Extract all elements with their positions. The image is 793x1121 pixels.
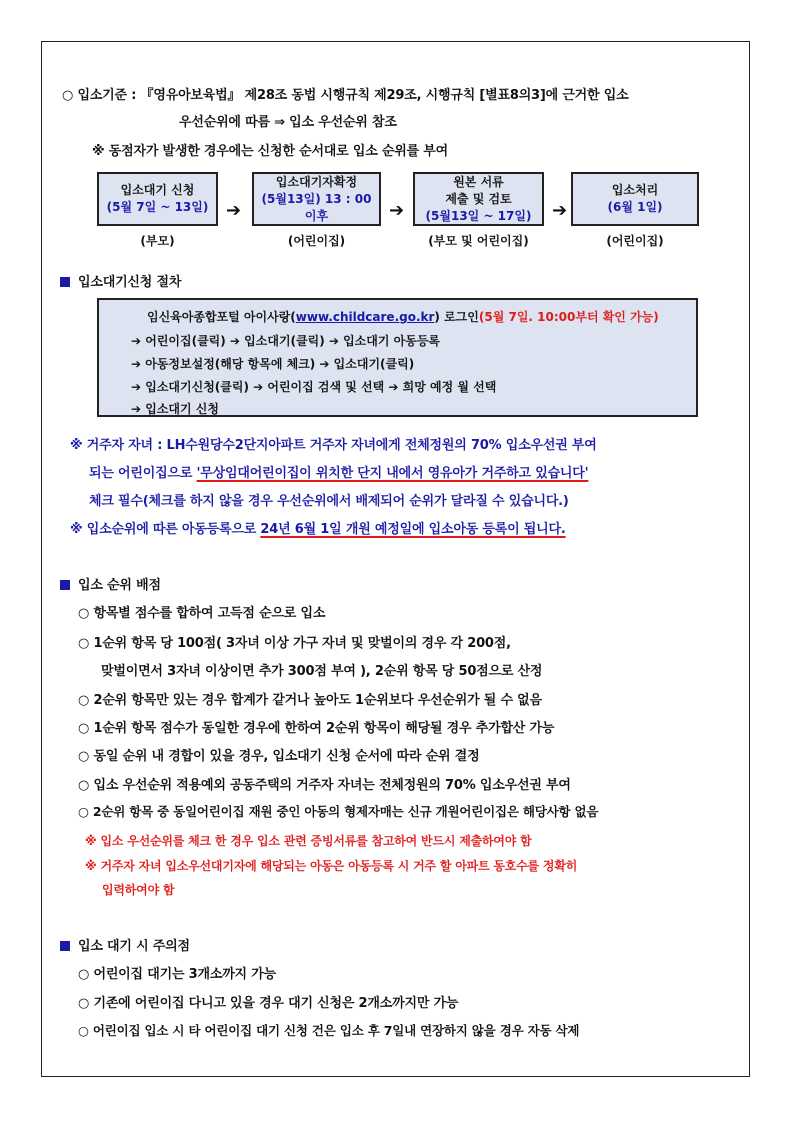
flow-step-date: (6월 1일) [607, 200, 663, 214]
criteria-line-1: ○ 입소기준 : 『영유아보육법』 제28조 동법 시행규칙 제29조, 시행규칙 [별표8의3]에 근거한 입소 [62, 88, 629, 103]
registration-note-date: 24년 6월 1일 개원 예정일에 입소아동 등록이 됩니다. [260, 522, 566, 537]
flow-step-documents [413, 172, 544, 226]
procedure-step: ➔ 입소대기 신청 [131, 402, 219, 416]
caution-item: ○ 기존에 어린이집 다니고 있을 경우 대기 신청은 2개소까지만 가능 [78, 996, 459, 1011]
heading-text: 입소 순위 배점 [78, 578, 161, 593]
flow-step-date: (5월13일 ~ 17일) [425, 208, 532, 223]
resident-note-line-3: 체크 필수(체크를 하지 않을 경우 우선순위에서 배제되어 순위가 달라질 수 있습니다.) [89, 494, 569, 509]
scoring-item: ○ 2순위 항목 중 동일어린이집 재원 중인 아동의 형제자매는 신규 개원어린이집은 해당사항 없음 [78, 804, 599, 819]
flow-step-apply [97, 172, 218, 226]
scoring-item: ○ 입소 우선순위 적용예외 공동주택의 거주자 자녀는 전체정원의 70% 입소우선권 부여 [78, 778, 571, 793]
resident-note-checkbox-text: '무상임대어린이집이 위치한 단지 내에서 영유아가 거주하고 있습니다' [196, 466, 589, 481]
flow-actor-label: (부모) [140, 234, 175, 248]
scoring-item-continued: 맞벌이면서 3자녀 이상이면 추가 300점 부여 ), 2순위 항목 당 50점으로 산정 [101, 664, 543, 679]
bullet-square-icon [60, 580, 70, 590]
heading-text: 입소대기신청 절차 [78, 275, 182, 290]
flow-step-title-2: 제출 및 검토 [445, 191, 512, 206]
flow-step-date: (5월13일) 13 : 00 이후 [261, 191, 372, 223]
procedure-step: ➔ 아동정보설정(해당 항목에 체크) ➔ 입소대기(클릭) [131, 357, 415, 371]
flow-actor-label: (어린이집) [606, 234, 664, 248]
procedure-step: ➔ 입소대기신청(클릭) ➔ 어린이집 검색 및 선택 ➔ 희망 예정 월 선택 [131, 380, 497, 394]
flow-step-title: 입소대기 신청 [120, 183, 195, 197]
scoring-item: ○ 1순위 항목 당 100점( 3자녀 이상 가구 자녀 및 맞벌이의 경우 각 200점, [78, 636, 511, 651]
flow-step-process [571, 172, 699, 226]
flow-actor-label: (부모 및 어린이집) [428, 234, 529, 248]
portal-prefix: 임신육아종합포털 아이사랑( [147, 310, 296, 324]
flow-step-confirm [252, 172, 381, 226]
portal-note: (5월 7일. 10:00부터 확인 가능) [478, 310, 659, 324]
resident-note-line-1: ※ 거주자 자녀 : LH수원당수2단지아파트 거주자 자녀에게 전체정원의 70% 입소우선권 부여 [70, 438, 597, 453]
arrow-right-icon: ➔ [552, 200, 568, 221]
portal-link[interactable]: www.childcare.go.kr [295, 310, 435, 324]
flow-step-title: 입소처리 [611, 183, 659, 197]
bullet-square-icon [60, 941, 70, 951]
flow-actor-label: (어린이집) [287, 234, 346, 248]
heading-text: 입소 대기 시 주의점 [78, 939, 190, 954]
section-heading-caution [60, 935, 190, 954]
portal-line [147, 308, 659, 325]
registration-note-prefix: ※ 입소순위에 따른 아동등록으로 [70, 522, 261, 537]
bullet-square-icon [60, 277, 70, 287]
procedure-box [97, 298, 698, 417]
flow-step-title: 입소대기자확정 [275, 174, 358, 189]
resident-note-line-2 [89, 462, 588, 481]
procedure-step: ➔ 어린이집(클릭) ➔ 입소대기(클릭) ➔ 입소대기 아동등록 [131, 334, 441, 348]
red-note: ※ 입소 우선순위를 체크 한 경우 입소 관련 증빙서류를 참고하여 반드시 제출하여야 함 [85, 834, 532, 848]
arrow-right-icon: ➔ [389, 200, 405, 221]
scoring-item: ○ 1순위 항목 점수가 동일한 경우에 한하여 2순위 항목이 해당될 경우 추가합산 가능 [78, 721, 555, 736]
portal-suffix: ) 로그인 [434, 310, 479, 324]
caution-item: ○ 어린이집 대기는 3개소까지 가능 [78, 967, 276, 982]
arrow-right-icon: ➔ [226, 200, 242, 221]
resident-note-prefix: 되는 어린이집으로 [89, 466, 197, 481]
registration-note [70, 518, 566, 537]
red-note-continued: 입력하여야 함 [102, 883, 175, 897]
scoring-item: ○ 2순위 항목만 있는 경우 합계가 같거나 높아도 1순위보다 우선순위가 될 수 없음 [78, 693, 542, 708]
flow-step-title: 원본 서류 [453, 174, 504, 189]
scoring-item: ○ 동일 순위 내 경합이 있을 경우, 입소대기 신청 순서에 따라 순위 결정 [78, 749, 480, 764]
section-heading-procedure [60, 271, 181, 290]
scoring-item: ○ 항목별 점수를 합하여 고득점 순으로 입소 [78, 606, 326, 621]
red-note: ※ 거주자 자녀 입소우선대기자에 해당되는 아동은 아동등록 시 거주 할 아파트 동호수를 정확히 [85, 859, 578, 873]
caution-item: ○ 어린이집 입소 시 타 어린이집 대기 신청 건은 입소 후 7일내 연장하지 않을 경우 자동 삭제 [78, 1023, 580, 1038]
criteria-line-2: 우선순위에 따름 ⇒ 입소 우선순위 참조 [179, 115, 397, 130]
section-heading-scoring [60, 574, 161, 593]
criteria-note: ※ 동점자가 발생한 경우에는 신청한 순서대로 입소 순위를 부여 [92, 144, 448, 159]
flow-step-date: (5월 7일 ~ 13일) [106, 200, 209, 214]
